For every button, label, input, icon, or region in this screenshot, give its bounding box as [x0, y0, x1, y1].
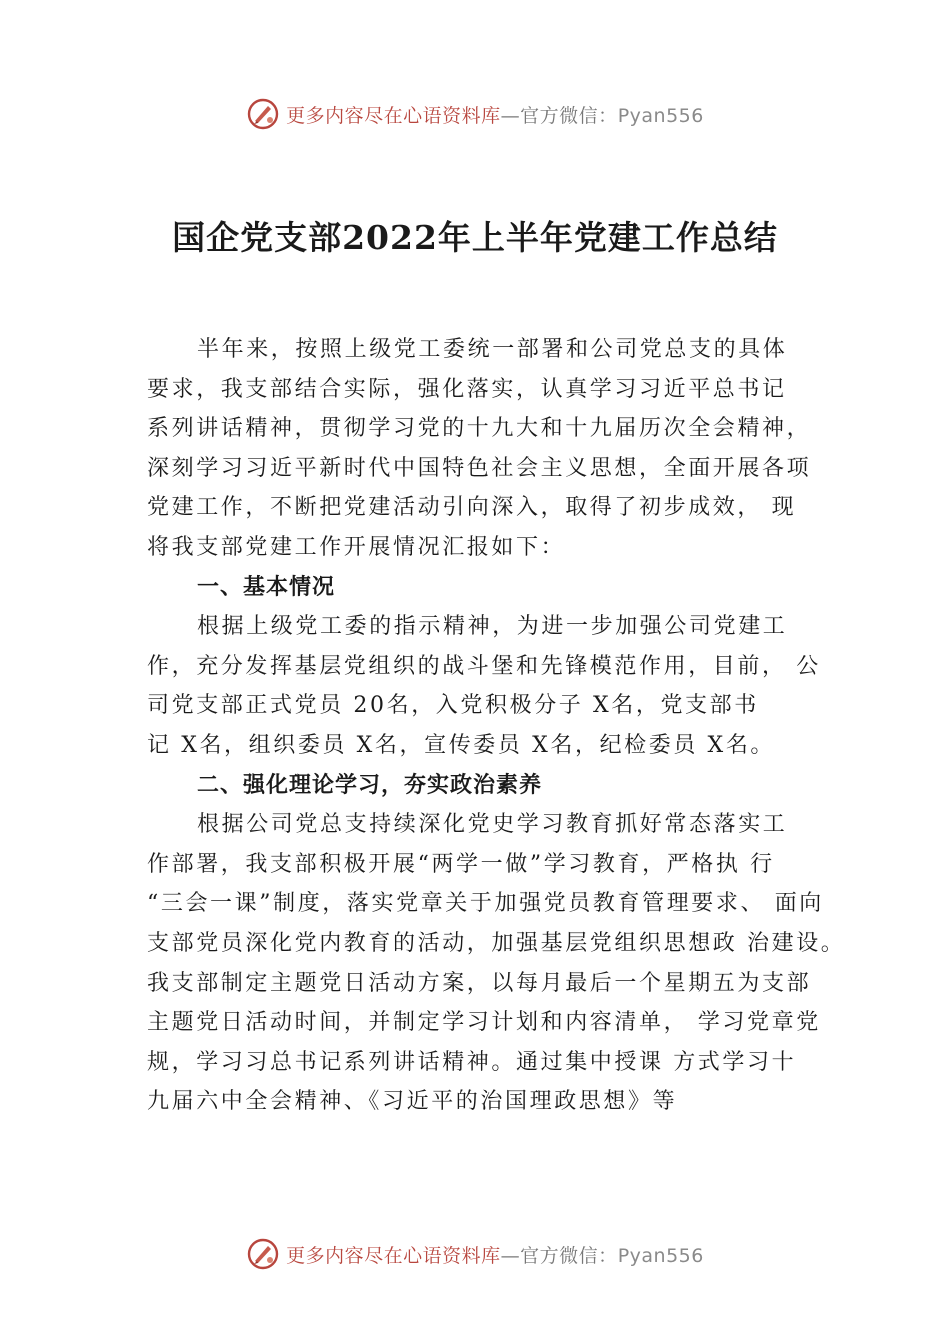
paragraph-line: 半年来，按照上级党工委统一部署和公司党总支的具体: [197, 337, 788, 362]
paragraph-line: 记 X名，组织委员 X名，宣传委员 X名，纪检委员 X名。: [147, 732, 776, 758]
watermark-banner-bottom: [0, 1236, 950, 1272]
document-body: [147, 330, 846, 1122]
paragraph-line: 根据公司党总支持续深化党史学习教育抓好常态落实工: [197, 812, 788, 838]
paragraph-line: 司党支部正式党员 20名，入党积极分子 X名，党支部书: [147, 693, 759, 719]
paragraph-line: 作部署，我支部积极开展“两学一做”学习教育，严格执 行: [147, 851, 775, 877]
paragraph-line: 支部党员深化党内教育的活动，加强基层党组织思想政 治建设。: [147, 930, 846, 956]
paragraph-line: 党建工作，不断把党建活动引向深入，取得了初步成效， 现: [147, 495, 797, 521]
paragraph-line: 将我支部党建工作开展情况汇报如下：: [147, 534, 566, 560]
paragraph-line: 系列讲话精神，贯彻学习党的十九大和十九届历次全会精神，: [147, 416, 812, 442]
brand-logo-icon: [246, 1237, 280, 1271]
section-heading: 二、强化理论学习，夯实政治素养: [197, 772, 543, 798]
paragraph-line: 规，学习习总书记系列讲话精神。通过集中授课 方式学习十: [147, 1049, 797, 1075]
watermark-banner-top: [0, 96, 950, 132]
paragraph-line: “三会一课”制度，落实党章关于加强党员教育管理要求、 面向: [147, 891, 824, 917]
paragraph-line: 要求，我支部结合实际，强化落实，认真学习习近平总书记: [147, 376, 787, 402]
brand-logo-icon: [246, 97, 280, 131]
banner-text: 更多内容尽在心语资料库—官方微信：Pyan556: [286, 1244, 704, 1267]
paragraph-line: 主题党日活动时间，并制定学习计划和内容清单， 学习党章党: [147, 1010, 821, 1036]
paragraph-line: 九届六中全会精神、《习近平的治国理政思想》等: [147, 1089, 678, 1115]
banner-text: 更多内容尽在心语资料库—官方微信：Pyan556: [286, 104, 704, 127]
paragraph-line: 深刻学习习近平新时代中国特色社会主义思想，全面开展各项: [147, 455, 812, 481]
document-title: 国企党支部2022年上半年党建工作总结: [172, 218, 778, 257]
section-heading: 一、基本情况: [197, 574, 336, 600]
paragraph-line: 我支部制定主题党日活动方案，以每月最后一个星期五为支部: [147, 970, 812, 996]
paragraph-line: 根据上级党工委的指示精神，为进一步加强公司党建工: [197, 614, 788, 640]
paragraph-line: 作，充分发挥基层党组织的战斗堡和先锋模范作用，目前， 公: [147, 653, 821, 679]
